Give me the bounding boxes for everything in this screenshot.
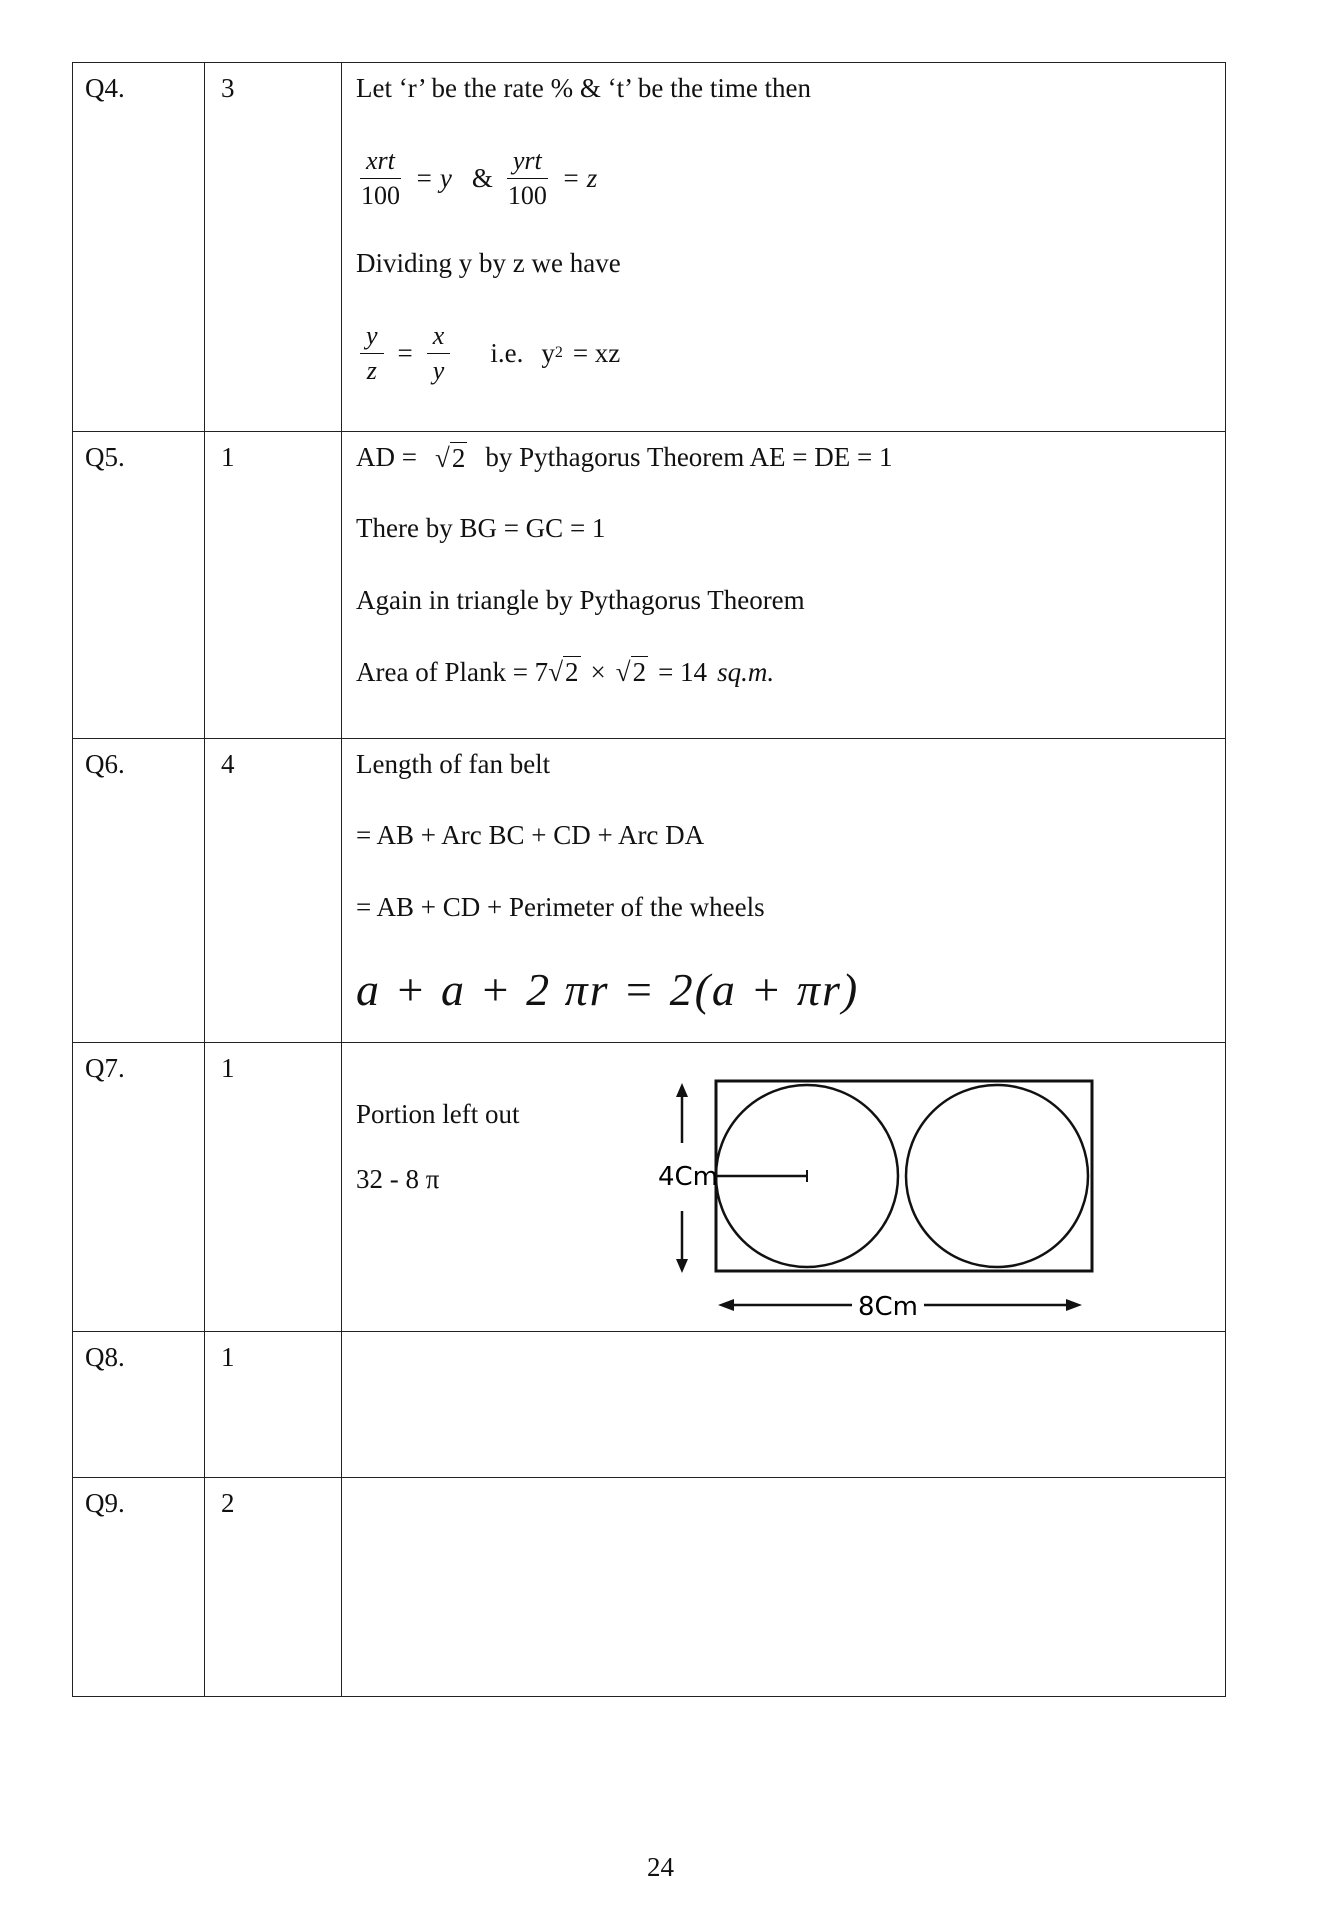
two-circles-figure [642, 1073, 1112, 1323]
explanation-line: Again in triangle by Pythagorus Theorem [356, 584, 805, 615]
page-number: 24 [647, 1852, 674, 1882]
fraction: $\frac{y}{z}$ [360, 321, 384, 386]
ratio-equation: $\frac{y}{z}$ = $\frac{x}{y}$ i.e. y 2 = xz [356, 293, 1211, 413]
explanation-q7 [342, 1043, 1225, 1322]
table-row-q5 [73, 432, 1226, 739]
explanation-line: = AB + Arc BC + CD + Arc DA [356, 819, 705, 850]
explanation-q8 [342, 1332, 1226, 1478]
answer-option: 1 [221, 442, 235, 472]
explanation-line: Length of fan belt [356, 749, 551, 779]
explanation-q6 [342, 739, 1225, 1035]
table-row-q9 [73, 1478, 1226, 1697]
question-number: Q6. [85, 749, 125, 779]
width-label: 8Cm [857, 1292, 919, 1322]
table-row-q6 [73, 739, 1226, 1043]
table-row-q8 [73, 1332, 1226, 1478]
sqrt-symbol: √ 2 [615, 657, 647, 687]
explanation-line: 32 - 8 π [356, 1163, 440, 1194]
arrow-down-icon [676, 1259, 688, 1273]
explanation-line: Area of Plank = 7 √ 2 × √ 2 = 14 sq.m. [356, 656, 775, 687]
explanation-line: Let ‘r’ be the rate % & ‘t’ be the time then [356, 73, 812, 103]
fraction: $\frac{\text{yrt}}{100}$ [507, 145, 547, 210]
question-number: Q8. [85, 1342, 125, 1372]
answer-option: 4 [221, 749, 235, 779]
fan-belt-formula: a + a + 2 πr = 2(a + πr) [356, 963, 860, 1015]
explanation-line: There by BG = GC = 1 [356, 512, 606, 543]
explanation-line: AD = √ 2 by Pythagorus Theorem AE = DE = 1 [356, 442, 893, 473]
explanation-line: Dividing y by z we have [356, 247, 621, 278]
answer-option: 3 [221, 73, 235, 103]
fraction: $\frac{x}{y}$ [427, 321, 451, 386]
explanation-q4 [342, 63, 1225, 413]
answer-option: 1 [221, 1342, 235, 1372]
sqrt-symbol: √ 2 [548, 657, 579, 687]
question-number: Q7. [85, 1053, 125, 1083]
table-row-q4 [73, 63, 1226, 432]
explanation-q5 [342, 432, 1225, 708]
answer-option: 1 [221, 1053, 235, 1083]
question-number: Q9. [85, 1488, 125, 1518]
question-number: Q5. [85, 442, 125, 472]
answer-key-sheet [72, 62, 1226, 1697]
table-row-q7 [73, 1043, 1226, 1332]
explanation-line: Portion left out [356, 1098, 520, 1129]
arrow-left-icon [718, 1299, 734, 1311]
question-number: Q4. [85, 73, 125, 103]
height-label: 4Cm [657, 1162, 719, 1192]
interest-equations: $\frac{\text{xrt}}{100}$ = y & $\frac{\text{yrt}}{100}$ = z [360, 145, 598, 210]
explanation-line: = AB + CD + Perimeter of the wheels [356, 891, 765, 922]
answer-option: 2 [221, 1488, 235, 1518]
answer-key-table [72, 62, 1226, 1697]
arrow-up-icon [676, 1083, 688, 1097]
right-circle [906, 1085, 1088, 1267]
sqrt-symbol: √ 2 [434, 443, 466, 473]
explanation-q9 [342, 1478, 1226, 1697]
fraction: $\frac{\text{xrt}}{100}$ [360, 145, 400, 210]
arrow-right-icon [1066, 1299, 1082, 1311]
